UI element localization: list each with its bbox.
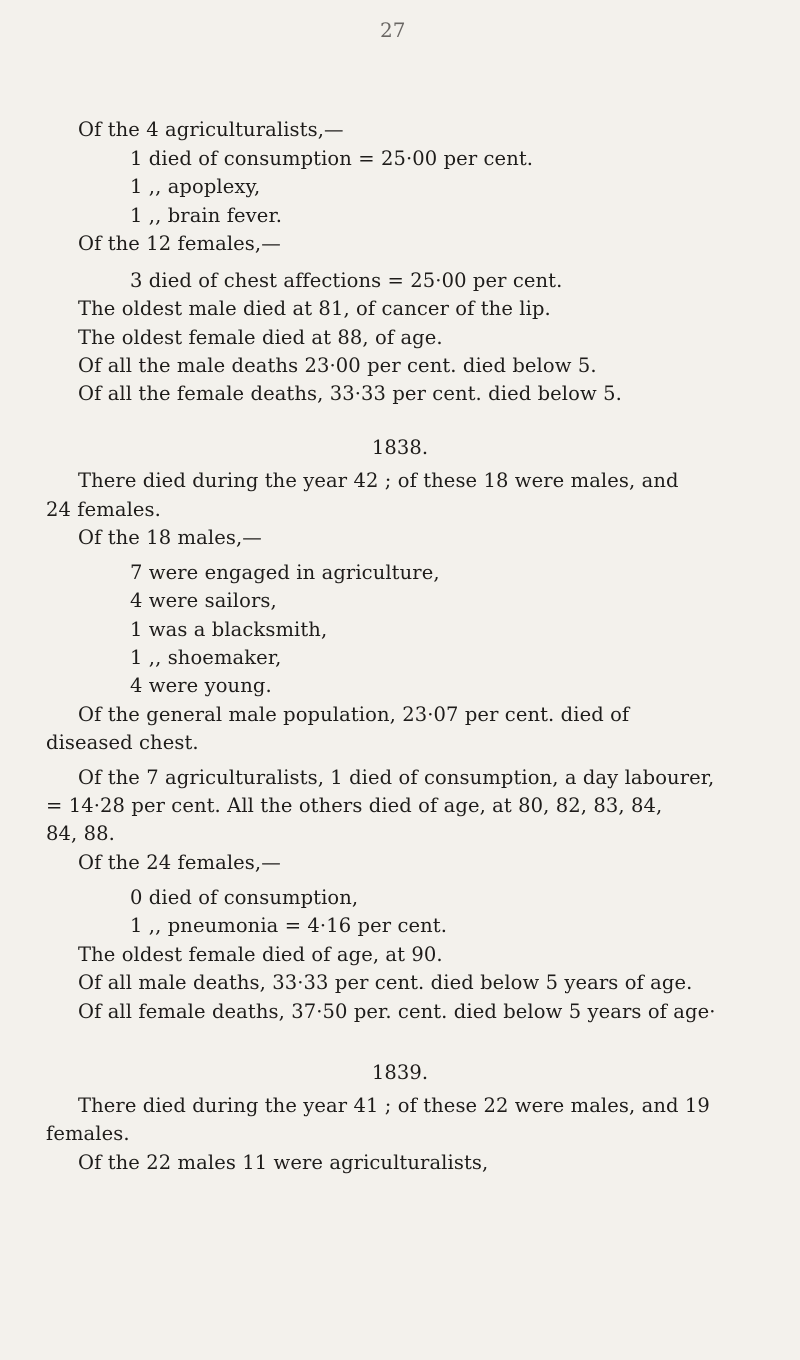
text-line: 1 died of consumption = 25·00 per cent.: [130, 147, 534, 170]
text-line: There died during the year 42 ; of these 18 were males, and: [78, 469, 679, 492]
text-line: diseased chest.: [46, 731, 199, 754]
text-line: Of the 12 females,—: [78, 232, 281, 255]
year-heading: 1838.: [371, 436, 429, 459]
text-line: Of the 22 males 11 were agriculturalists,: [78, 1151, 489, 1174]
text-line: Of all the male deaths 23·00 per cent. died below 5.: [78, 354, 597, 377]
page-number: 27: [380, 18, 406, 42]
text-line: The oldest female died at 88, of age.: [78, 326, 443, 349]
text-line: The oldest male died at 81, of cancer of the lip.: [78, 297, 551, 320]
text-line: Of all female deaths, 37·50 per. cent. died below 5 years of age·: [78, 1000, 716, 1023]
text-line: Of the 7 agriculturalists, 1 died of consumption, a day labourer,: [78, 766, 715, 789]
text-line: 1 ,, brain fever.: [130, 204, 283, 227]
text-line: Of all the female deaths, 33·33 per cent. died below 5.: [78, 382, 622, 405]
text-line: 0 died of consumption,: [130, 886, 359, 909]
text-line: Of all male deaths, 33·33 per cent. died below 5 years of age.: [78, 971, 693, 994]
text-line: 4 were young.: [130, 674, 272, 697]
text-line: There died during the year 41 ; of these 22 were males, and 19: [78, 1094, 710, 1117]
text-line: 24 females.: [46, 498, 161, 521]
text-line: 3 died of chest affections = 25·00 per cent.: [130, 269, 563, 292]
text-line: Of the 4 agriculturalists,—: [78, 118, 344, 141]
text-line: 1 was a blacksmith,: [130, 618, 328, 641]
text-line: 84, 88.: [46, 822, 115, 845]
text-line: = 14·28 per cent. All the others died of age, at 80, 82, 83, 84,: [46, 794, 663, 817]
text-line: 1 ,, pneumonia = 4·16 per cent.: [130, 914, 448, 937]
text-line: The oldest female died of age, at 90.: [78, 943, 443, 966]
text-line: Of the general male population, 23·07 per cent. died of: [78, 703, 630, 726]
text-line: 1 ,, apoplexy,: [130, 175, 261, 198]
year-heading: 1839.: [371, 1061, 429, 1084]
text-line: 7 were engaged in agriculture,: [130, 561, 440, 584]
text-line: 4 were sailors,: [130, 589, 277, 612]
text-line: Of the 24 females,—: [78, 851, 281, 874]
text-line: Of the 18 males,—: [78, 526, 262, 549]
text-line: 1 ,, shoemaker,: [130, 646, 282, 669]
text-line: females.: [46, 1122, 130, 1145]
